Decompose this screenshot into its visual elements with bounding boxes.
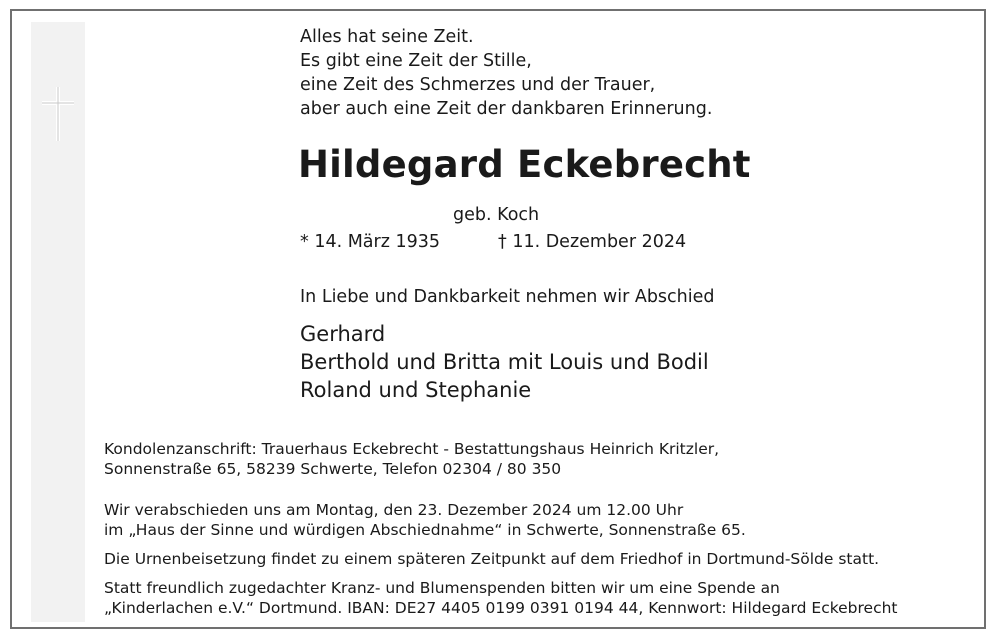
urn-burial-line: Die Urnenbeisetzung findet zu einem späteren Zeitpunkt auf dem Friedhof in Dortmund-Sölde statt. [104,550,880,568]
birth-date: * 14. März 1935 [300,232,441,252]
maiden-name: geb. Koch [453,205,540,225]
service-line-1: Wir verabschieden uns am Montag, den 23. Dezember 2024 um 12.00 Uhr [104,501,684,519]
condolence-line-1: Kondolenzanschrift: Trauerhaus Eckebrecht - Bestattungshaus Heinrich Kritzler, [104,440,720,458]
poem-line-4: aber auch eine Zeit der dankbaren Erinnerung. [300,99,713,119]
poem-line-2: Es gibt eine Zeit der Stille, [300,51,532,71]
family-member-2: Berthold und Britta mit Louis und Bodil [300,350,709,374]
condolence-line-2: Sonnenstraße 65, 58239 Schwerte, Telefon 02304 / 80 350 [104,460,562,478]
death-date: † 11. Dezember 2024 [498,232,687,252]
farewell-line: In Liebe und Dankbarkeit nehmen wir Abschied [300,287,715,307]
donation-line-1: Statt freundlich zugedachter Kranz- und Blumenspenden bitten wir um eine Spende an [104,579,780,597]
family-member-3: Roland und Stephanie [300,378,532,402]
poem-line-3: eine Zeit des Schmerzes und der Trauer, [300,75,656,95]
donation-line-2: „Kinderlachen e.V.“ Dortmund. IBAN: DE27 4405 0199 0391 0194 44, Kennwort: Hildegard Eckebrecht [104,599,898,617]
deceased-name: Hildegard Eckebrecht [298,143,751,186]
service-line-2: im „Haus der Sinne und würdigen Abschiednahme“ in Schwerte, Sonnenstraße 65. [104,521,746,539]
family-member-1: Gerhard [300,322,386,346]
poem-line-1: Alles hat seine Zeit. [300,27,474,47]
cross-icon [38,84,78,144]
